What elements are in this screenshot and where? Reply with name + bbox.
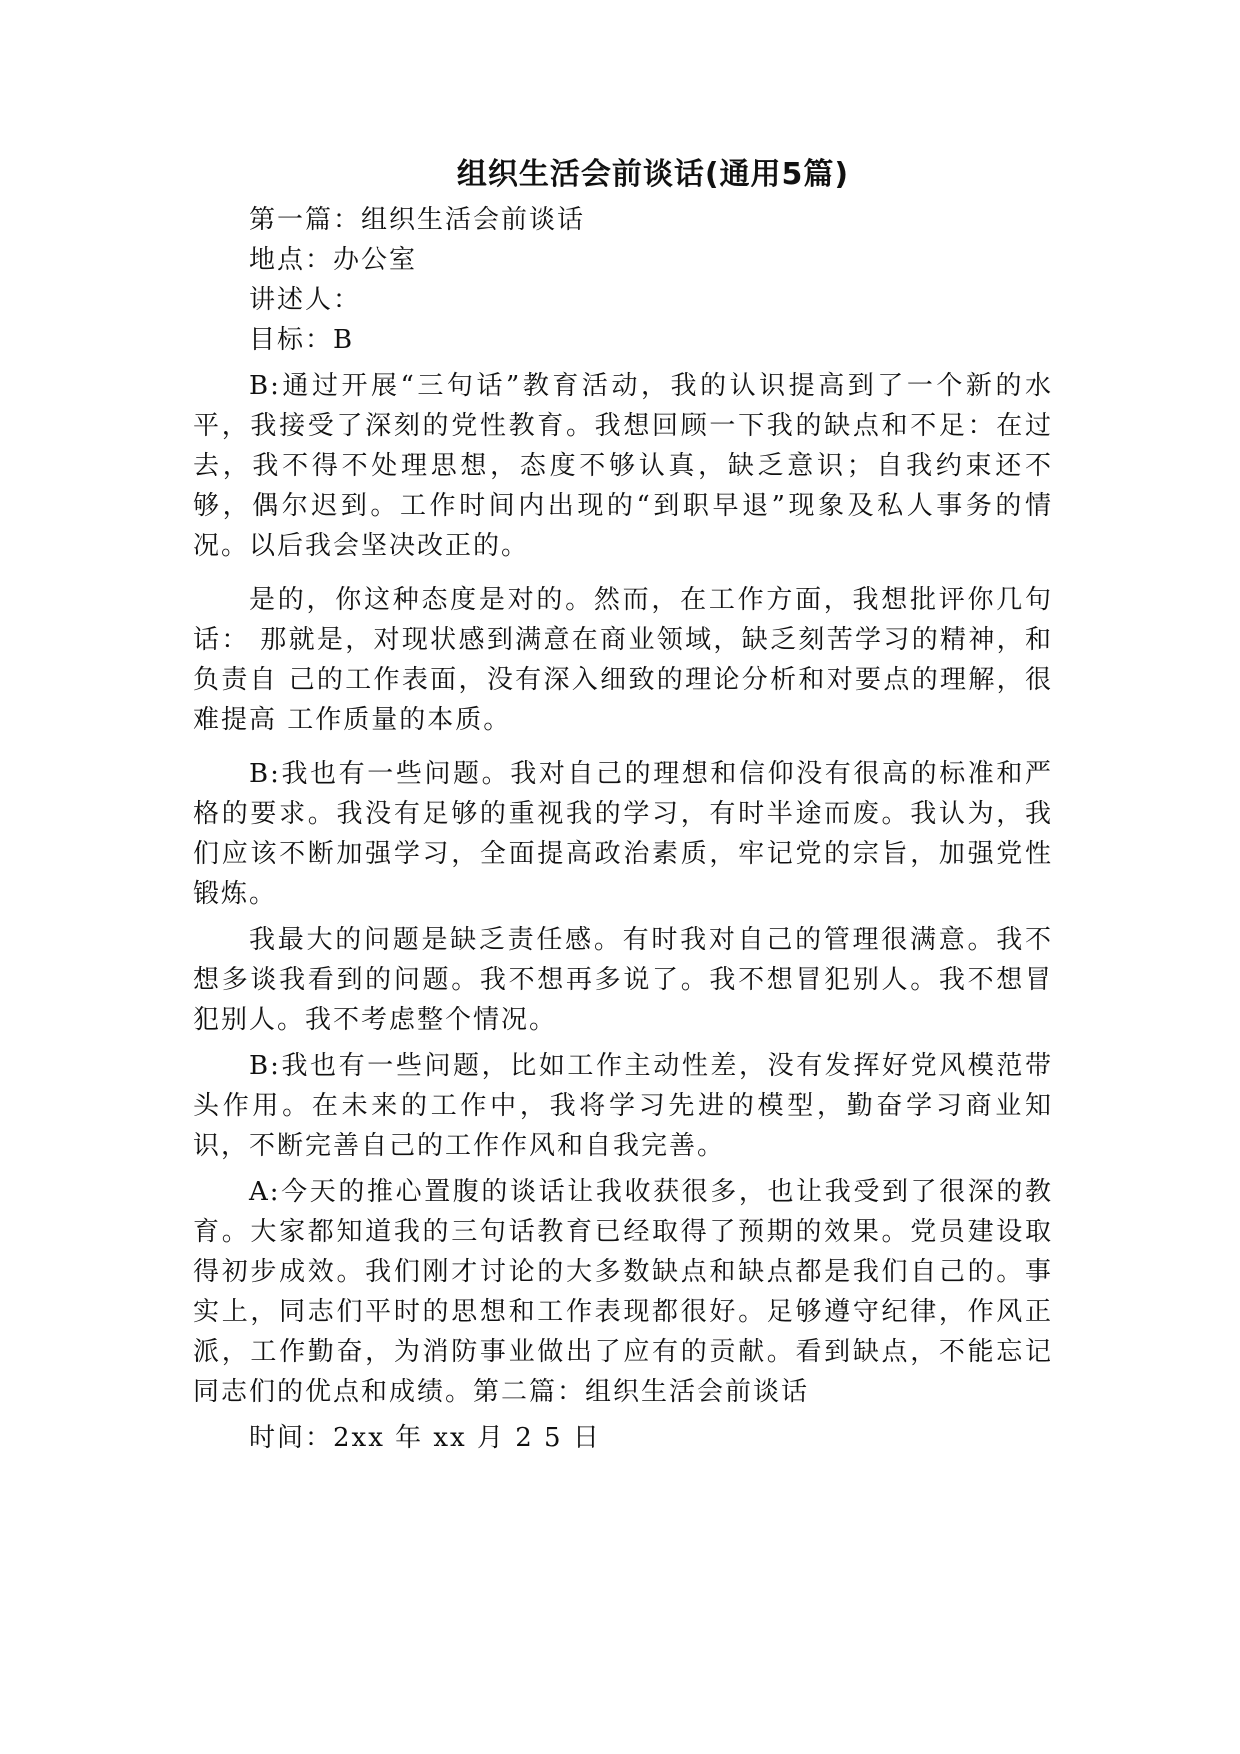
paragraph-3: B:我也有一些问题。我对自己的理想和信仰没有很高的标准和严格的要求。我没有足够的重视我的学习，有时半途而废。我认为，我们应该不断加强学习，全面提高政治素质，牢记党的宗旨，加强党性锻炼。 [193,759,1053,909]
paragraph-2: 是的，你这种态度是对的。然而，在工作方面，我想批评你几句话： 那就是，对现状感到满意在商业领域，缺乏刻苦学习的精神，和负责自 己的工作表面，没有深入细致的理论分析和对要点的理解，很难提高 工作质量的本质。 [193,585,1053,735]
document-title: 组织生活会前谈话(通用5篇) [456,157,850,192]
paragraph-4: 我最大的问题是缺乏责任感。有时我对自己的管理很满意。我不想多谈我看到的问题。我不想再多说了。我不想冒犯别人。我不想冒犯别人。我不考虑整个情况。 [193,925,1053,1035]
document-page [193,150,1053,1458]
paragraph-6: A:今天的推心置腹的谈话让我收获很多，也让我受到了很深的教育。大家都知道我的三句话教育已经取得了预期的效果。党员建设取得初步成效。我们刚才讨论的大多数缺点和缺点都是我们自己的。事实上，同志们平时的思想和工作表现都很好。足够遵守纪律，作风正派，工作勤奋，为消防事业做出了应有的贡献。看到缺点，不能忘记同志们的优点和成绩。第二篇：组织生活会前谈话 [193,1177,1053,1407]
paragraph-5: B:我也有一些问题，比如工作主动性差，没有发挥好党风模范带头作用。在未来的工作中，我将学习先进的模型，勤奋学习商业知识，不断完善自己的工作作风和自我完善。 [193,1051,1053,1161]
date-line: 时间：2xx 年 xx 月 2 5 日 [249,1423,601,1453]
target-line: 目标：B [249,325,355,355]
location-line: 地点：办公室 [249,245,418,275]
section-heading: 第一篇：组织生活会前谈话 [249,205,586,235]
paragraph-1: B:通过开展“三句话”教育活动，我的认识提高到了一个新的水平，我接受了深刻的党性教育。我想回顾一下我的缺点和不足：在过去，我不得不处理思想，态度不够认真，缺乏意识；自我约束还不够，偶尔迟到。工作时间内出现的“到职早退”现象及私人事务的情况。以后我会坚决改正的。 [193,371,1053,561]
narrator-line: 讲述人： [249,285,362,315]
